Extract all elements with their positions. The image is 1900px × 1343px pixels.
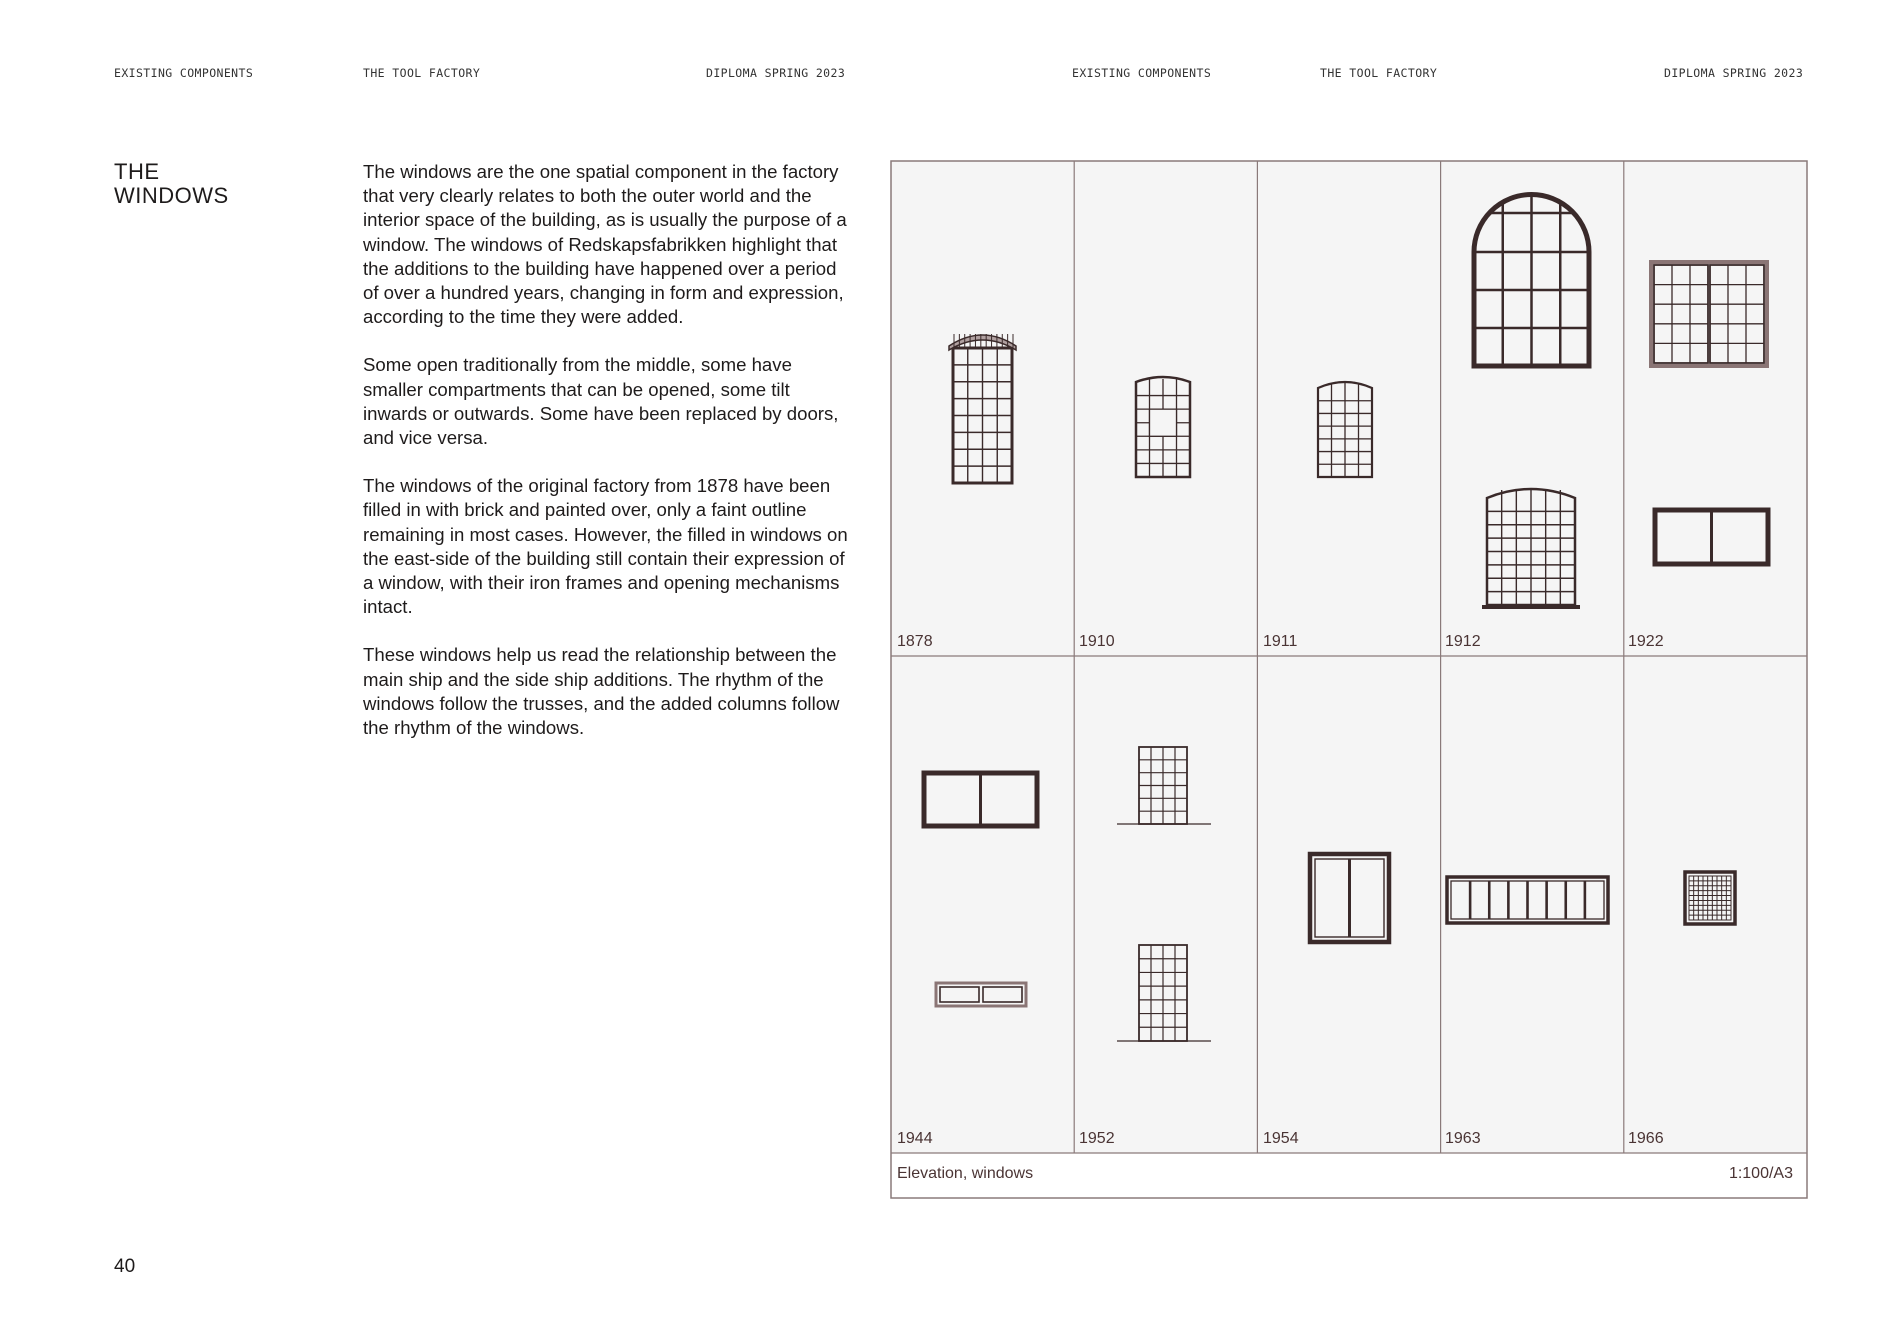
window-1910-opening-pane (1150, 409, 1177, 436)
year-label-1952: 1952 (1079, 1130, 1115, 1147)
header-right-diploma: DIPLOMA SPRING 2023 (1664, 66, 1804, 80)
year-label-1944: 1944 (897, 1130, 933, 1147)
elevation-panels (891, 161, 1807, 1198)
paragraph-3: The windows of the original factory from 1878 have been filled in with brick and painted over, only a faint outline remaining in most cases. However, the filled in windows on the east-side of the building still contain their expression of a window, with their iron frames and opening mechanisms intact. (363, 475, 848, 618)
section-title-line-1: THE (114, 159, 160, 184)
figure-caption: Elevation, windows (897, 1165, 1034, 1182)
paragraph-2: Some open traditionally from the middle, some have smaller compartments that can be opened, some tilt inwards or outwards. Some have been replaced by doors, and vice versa. (363, 354, 839, 449)
section-title-line-2: WINDOWS (114, 183, 229, 208)
year-label-1910: 1910 (1079, 633, 1115, 650)
year-label-1912: 1912 (1445, 633, 1481, 650)
year-label-1911: 1911 (1263, 633, 1298, 650)
figure-scale: 1:100/A3 (1728, 1165, 1793, 1182)
year-label-1922: 1922 (1628, 633, 1664, 650)
year-label-1878: 1878 (897, 633, 933, 650)
page-number: 40 (114, 1256, 136, 1277)
year-label-1963: 1963 (1445, 1130, 1481, 1147)
paragraph-1: The windows are the one spatial component in the factory that very clearly relates to both the outer world and the interior space of the building, as is usually the purpose of a window. The windows of Redskapsfabrikken highlight that the additions to the building have happened over a period of over a hundred years, changing in form and expression, according to the time they were added. (363, 161, 847, 328)
panel-background (891, 161, 1807, 1153)
window-1912-lower-sill (1482, 605, 1580, 609)
header-right-section: EXISTING COMPONENTS (1072, 66, 1212, 80)
year-label-1966: 1966 (1628, 1130, 1664, 1147)
header-left-section: EXISTING COMPONENTS (114, 66, 254, 80)
year-label-1954: 1954 (1263, 1130, 1299, 1147)
header-left-diploma: DIPLOMA SPRING 2023 (706, 66, 846, 80)
paragraph-4: These windows help us read the relationship between the main ship and the side ship additions. The rhythm of the windows follow the trusses, and the added columns follow the rhythm of the windows. (363, 644, 840, 739)
header-left-project: THE TOOL FACTORY (363, 66, 481, 80)
header-right-project: THE TOOL FACTORY (1320, 66, 1438, 80)
